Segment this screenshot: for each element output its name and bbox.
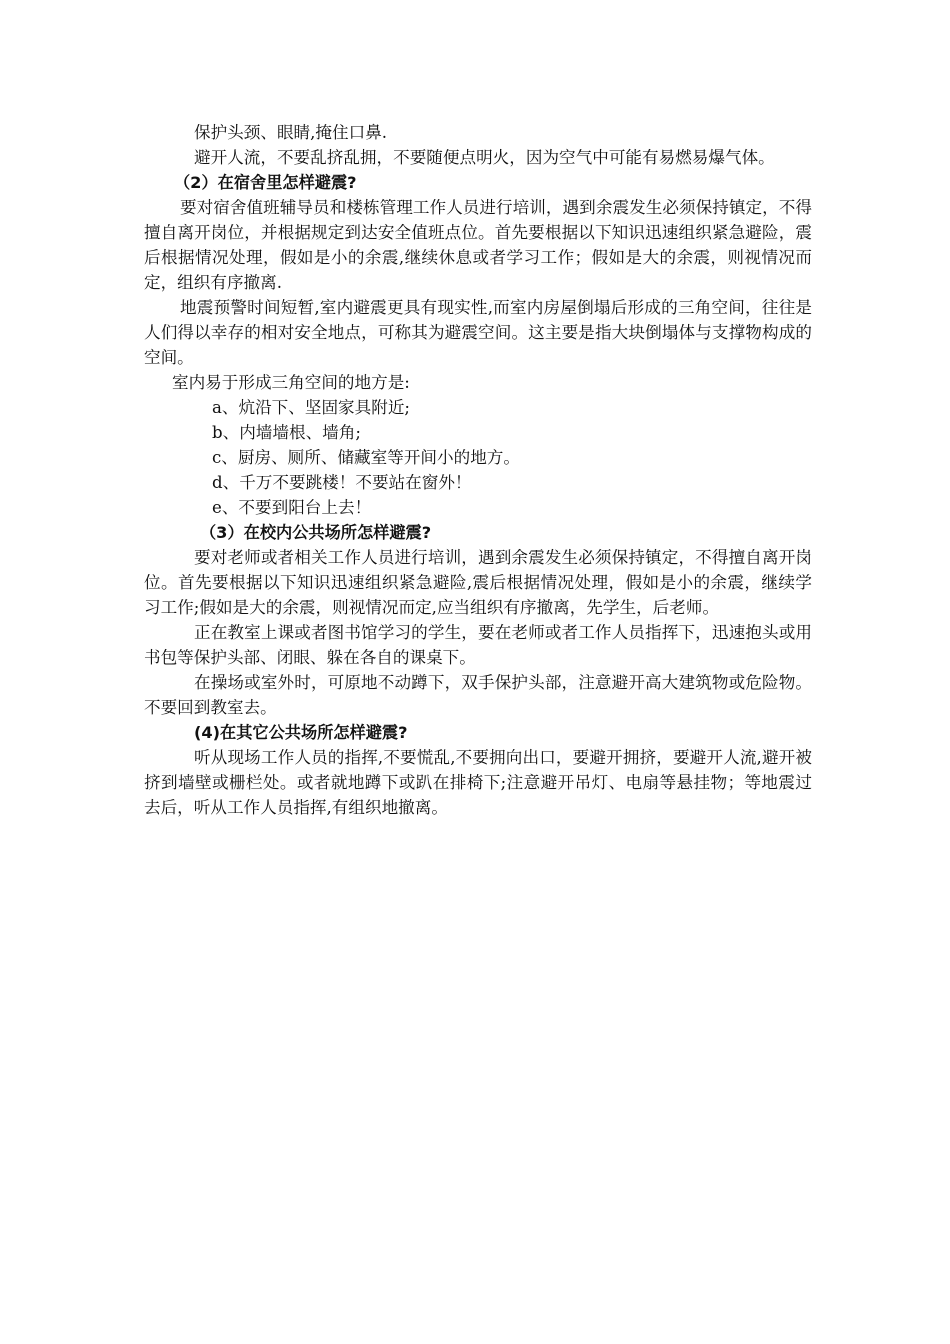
list-item-a: a、炕沿下、坚固家具附近; [212,398,411,417]
paragraph-avoid-crowd: 避开人流，不要乱挤乱拥，不要随便点明火，因为空气中可能有易燃易爆气体。 [194,148,775,167]
paragraph-teacher-training: 要对老师或者相关工作人员进行培训，遇到余震发生必须保持镇定，不得擅自离开岗位。首先要根据以下知识迅速组织紧急避险,震后根据情况处理，假如是小的余震，继续学习工作;假如是大的余震，则视情况而定,应当组织有序撤离，先学生，后老师。 [144,548,812,617]
paragraph-classroom: 正在教室上课或者图书馆学习的学生，要在老师或者工作人员指挥下，迅速抱头或用书包等保护头部、闭眼、躲在各自的课桌下。 [144,623,812,667]
heading-dormitory: （2）在宿舍里怎样避震? [174,173,357,192]
list-item-b: b、内墙墙根、墙角; [212,423,361,442]
paragraph-dorm-training: 要对宿舍值班辅导员和楼栋管理工作人员进行培训，遇到余震发生必须保持镇定，不得擅自离开岗位，并根据规定到达安全值班点位。首先要根据以下知识迅速组织紧急避险，震后根据情况处理，假如是小的余震,继续休息或者学习工作；假如是大的余震，则视情况而定，组织有序撤离. [144,198,812,292]
paragraph-playground: 在操场或室外时，可原地不动蹲下，双手保护头部，注意避开高大建筑物或危险物。不要回到教室去。 [144,673,812,717]
paragraph-triangle-space: 地震预警时间短暂,室内避震更具有现实性,而室内房屋倒塌后形成的三角空间，往往是人们得以幸存的相对安全地点，可称其为避震空间。这主要是指大块倒塌体与支撑物构成的空间。 [144,298,812,367]
list-item-c: c、厨房、厕所、储藏室等开间小的地方。 [212,448,520,467]
paragraph-protect-head: 保护头颈、眼睛,掩住口鼻. [194,123,388,142]
paragraph-triangle-intro: 室内易于形成三角空间的地方是: [172,373,410,392]
list-item-e: e、不要到阳台上去！ [212,498,372,517]
paragraph-other-public: 听从现场工作人员的指挥,不要慌乱,不要拥向出口，要避开拥挤，要避开人流,避开被挤到墙壁或栅栏处。或者就地蹲下或趴在排椅下;注意避开吊灯、电扇等悬挂物；等地震过去后，听从工作人员指挥,有组织地撤离。 [144,748,812,817]
heading-other-public: (4)在其它公共场所怎样避震? [194,723,408,742]
list-item-d: d、千万不要跳楼！不要站在窗外！ [212,473,472,492]
document-body [144,120,812,820]
heading-campus-public: （3）在校内公共场所怎样避震? [200,523,432,542]
